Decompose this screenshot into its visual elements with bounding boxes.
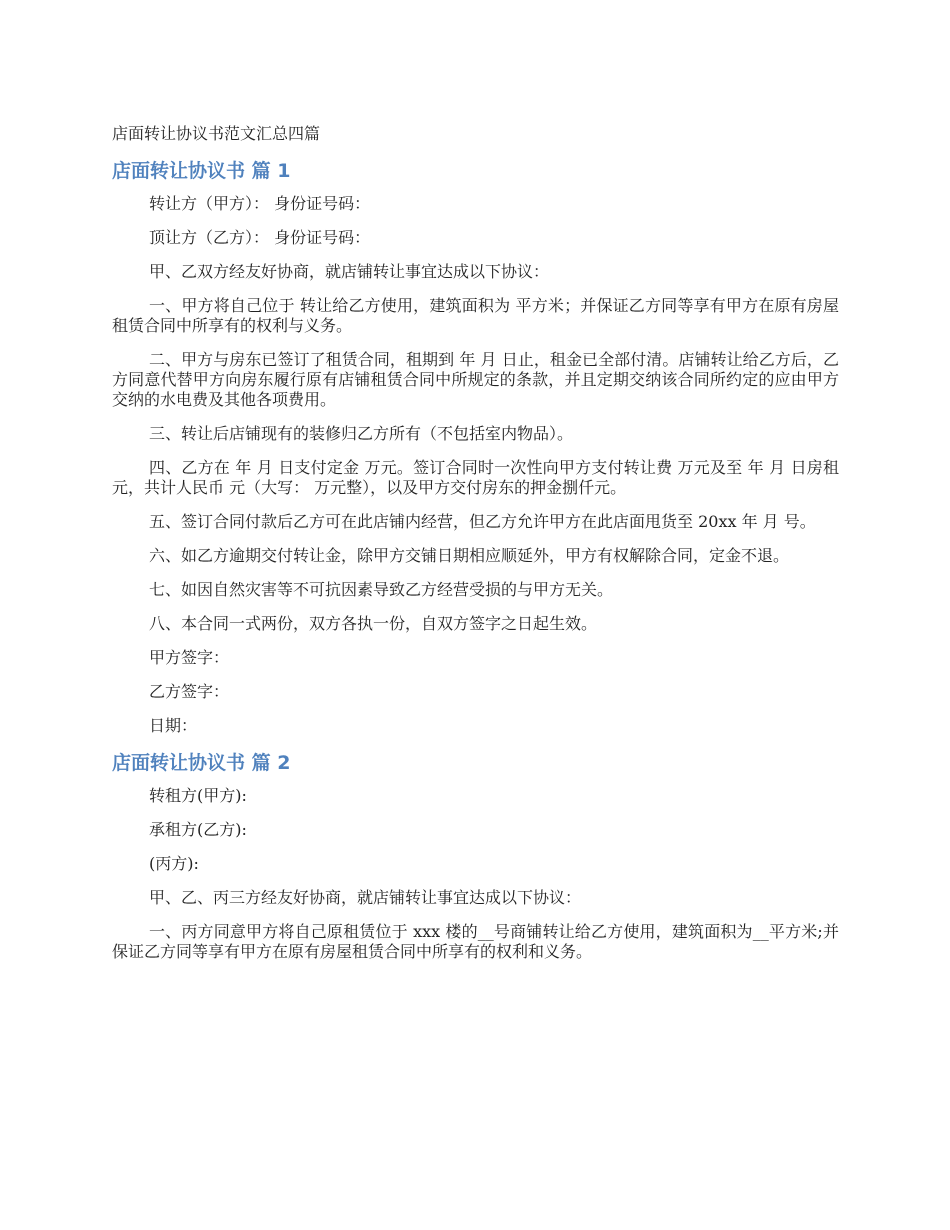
date-line: 日期：: [149, 716, 198, 735]
paragraph: 甲、乙、丙三方经友好协商，就店铺转让事宜达成以下协议：: [149, 888, 582, 907]
paragraph: 五、签订合同付款后乙方可在此店铺内经营，但乙方允许甲方在此店面甩货至 20xx 年 月 号。: [149, 512, 816, 531]
paragraph: 四、乙方在 年 月 日支付定金 万元。签订合同时一次性向甲方支付转让费 万元及至 年 月 日房租 元，共计人民币 元（大写： 万元整），以及甲方交付房东的押金捌仟元。: [112, 458, 839, 497]
paragraph: 七、如因自然灾害等不可抗因素导致乙方经营受损的与甲方无关。: [149, 580, 614, 599]
paragraph: 一、甲方将自己位于 转让给乙方使用，建筑面积为 平方米；并保证乙方同等享有甲方在原有房屋租赁合同中所享有的权利与义务。: [112, 296, 839, 335]
paragraph: (丙方):: [149, 854, 199, 873]
section-2: [112, 750, 839, 962]
paragraph: 一、丙方同意甲方将自己原租赁位于 xxx 楼的__号商铺转让给乙方使用，建筑面积为__平方米;并保证乙方同等享有甲方在原有房屋租赁合同中所享有的权利和义务。: [112, 922, 839, 961]
paragraph: 转租方(甲方):: [149, 786, 247, 805]
signature-line-party-b: 乙方签字：: [149, 682, 230, 701]
paragraph: 顶让方（乙方）： 身份证号码：: [149, 228, 371, 247]
signature-line-party-a: 甲方签字：: [149, 648, 230, 667]
paragraph: 承租方(乙方):: [149, 820, 247, 839]
paragraph: 甲、乙双方经友好协商，就店铺转让事宜达成以下协议：: [149, 262, 550, 281]
paragraph: 转让方（甲方）： 身份证号码：: [149, 194, 371, 213]
section-heading: 店面转让协议书 篇 1: [112, 160, 291, 182]
paragraph: 六、如乙方逾期交付转让金，除甲方交铺日期相应顺延外，甲方有权解除合同，定金不退。: [149, 546, 790, 565]
paragraph: 二、甲方与房东已签订了租赁合同，租期到 年 月 日止，租金已全部付清。店铺转让给乙方后，乙方同意代替甲方向房东履行原有店铺租赁合同中所规定的条款，并且定期交纳该合同所约定的应由甲方交纳的水电费及其他各项费用。: [112, 350, 839, 409]
paragraph: 三、转让后店铺现有的装修归乙方所有（不包括室内物品）。: [149, 424, 574, 443]
document-title: 店面转让协议书范文汇总四篇: [112, 124, 321, 143]
section-heading: 店面转让协议书 篇 2: [112, 752, 291, 774]
document-page: [112, 122, 839, 976]
section-1: [112, 158, 839, 736]
paragraph: 八、本合同一式两份，双方各执一份，自双方签字之日起生效。: [149, 614, 598, 633]
